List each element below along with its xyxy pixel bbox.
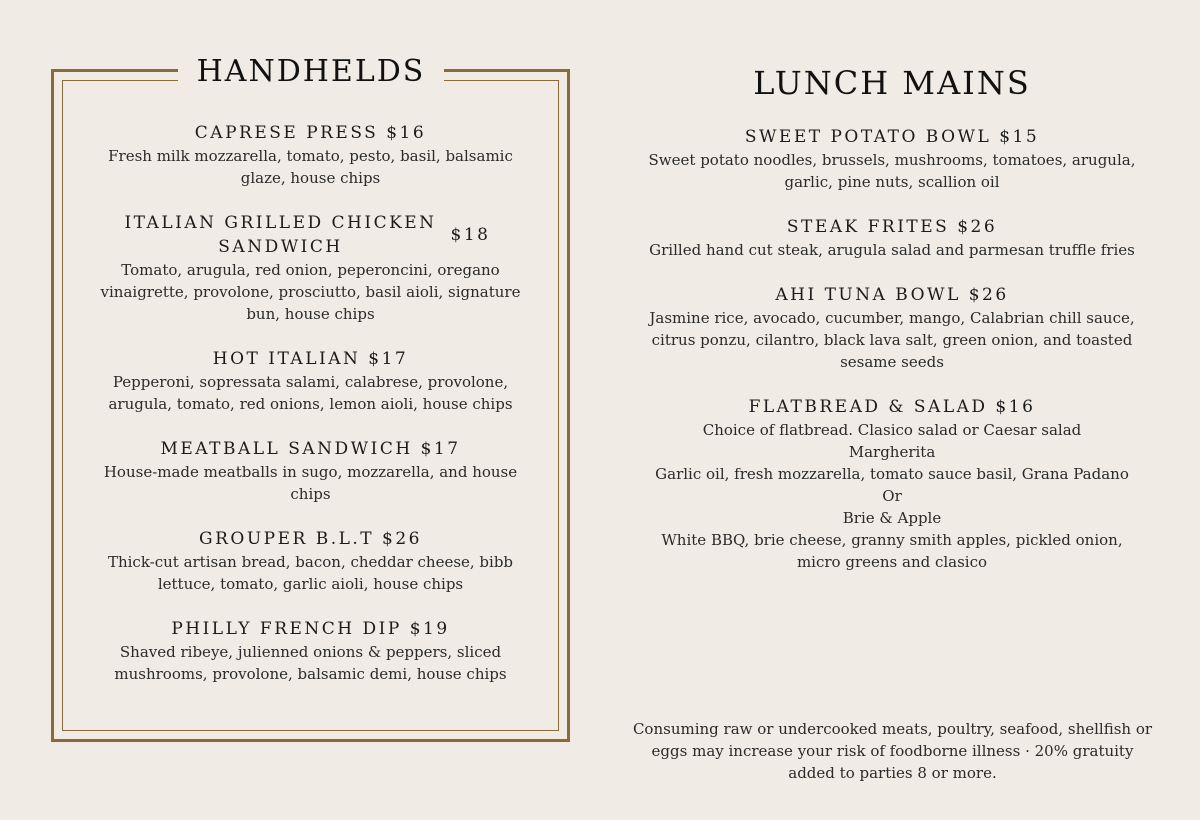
item-price: $18 (450, 225, 491, 245)
item-description-line: White BBQ, brie cheese, granny smith apples, pickled onion, micro greens and clasico (661, 531, 1123, 571)
disclaimer-text: Consuming raw or undercooked meats, poultry, seafood, shellfish or eggs may increase your risk of foodborne illness · 20% gratuity added to parties 8 or more. (632, 720, 1153, 782)
menu-item (92, 527, 529, 595)
item-description: Tomato, arugula, red onion, peperoncini, oregano vinaigrette, provolone, prosciutto, basil aioli, signature bun, house chips (100, 261, 521, 323)
item-name: PHILLY FRENCH DIP $19 (171, 619, 450, 639)
handhelds-list (92, 121, 529, 707)
item-name: ITALIAN GRILLED CHICKEN SANDWICH (124, 213, 437, 257)
menu-item (92, 437, 529, 505)
item-name: MEATBALL SANDWICH $17 (160, 439, 461, 459)
item-name: SWEET POTATO BOWL $15 (744, 127, 1040, 147)
menu-item (640, 395, 1144, 573)
item-description: Grilled hand cut steak, arugula salad and parmesan truffle fries (649, 241, 1135, 259)
menu-item (640, 283, 1144, 373)
item-name: HOT ITALIAN $17 (212, 349, 409, 369)
item-description: House-made meatballs in sugo, mozzarella, and house chips (103, 463, 518, 503)
item-name: STEAK FRITES $26 (786, 217, 998, 237)
item-description: Shaved ribeye, julienned onions & peppers, sliced mushrooms, provolone, balsamic demi, house chips (114, 643, 507, 683)
menu-item (92, 347, 529, 415)
item-description-line: Garlic oil, fresh mozzarella, tomato sauce basil, Grana Padano (655, 465, 1129, 483)
menu-item (92, 211, 529, 325)
item-name: GROUPER B.L.T $26 (199, 529, 422, 549)
item-header (92, 211, 529, 259)
menu-item (92, 121, 529, 189)
item-description-line: Or (882, 487, 902, 505)
item-description-line: Choice of flatbread. Clasico salad or Caesar salad (702, 421, 1082, 439)
item-name: CAPRESE PRESS $16 (194, 123, 427, 143)
item-description: Thick-cut artisan bread, bacon, cheddar cheese, bibb lettuce, tomato, garlic aioli, house chips (107, 553, 514, 593)
lunch-mains-title: LUNCH MAINS (753, 64, 1031, 102)
handhelds-title: HANDHELDS (178, 52, 444, 92)
item-description-line: Margherita (848, 443, 936, 461)
item-name: FLATBREAD & SALAD $16 (748, 397, 1036, 417)
item-description: Sweet potato noodles, brussels, mushrooms, tomatoes, arugula, garlic, pine nuts, scallion oil (648, 151, 1136, 191)
item-description: Jasmine rice, avocado, cucumber, mango, Calabrian chill sauce, citrus ponzu, cilantro, black lava salt, green onion, and toasted sesame seeds (649, 309, 1135, 371)
menu-item (92, 617, 529, 685)
item-description-line: Brie & Apple (842, 509, 942, 527)
item-description: Pepperoni, sopressata salami, calabrese, provolone, arugula, tomato, red onions, lemon aioli, house chips (108, 373, 513, 413)
item-description: Fresh milk mozzarella, tomato, pesto, basil, balsamic glaze, house chips (108, 147, 513, 187)
menu-item (640, 125, 1144, 193)
lunch-mains-list (640, 125, 1144, 595)
menu-item (640, 215, 1144, 261)
item-name: AHI TUNA BOWL $26 (775, 285, 1009, 305)
